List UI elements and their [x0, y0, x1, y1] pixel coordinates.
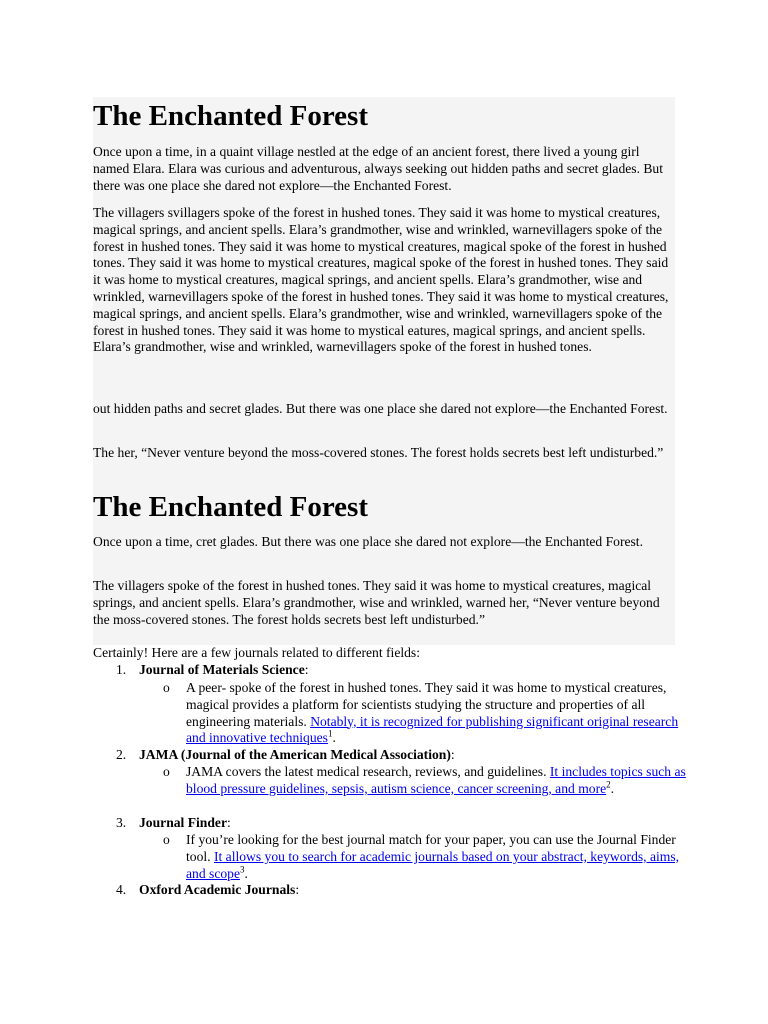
section-1-title: The Enchanted Forest	[93, 100, 368, 132]
journal-1-colon: :	[304, 662, 309, 677]
section-1-paragraph-2: The villagers svillagers spoke of the forest in hushed tones. They said it was home to mystical creatures, magical springs, and ancient spells. Elara’s grandmother, wise and wrinkled, warnevillagers spoke of the forest in hushed tones. They said it was home to mystical creatures, magical spoke of the forest in hushed tones. They said it was home to mystical creatures, magical spoke of the forest in hushed tones. They said it was home to mystical creatures, magical springs, and ancient spells. Elara’s grandmother, wise and wrinkled, warnevillagers spoke of the forest in hushed tones. They said it was home to mystical creatures, magical springs, and ancient spells. Elara’s grandmother, wise and wrinkled, warnevillagers spoke of the forest in hushed tones. They said it was home to mystical eatures, magical springs, and ancient spells. Elara’s grandmother, wise and wrinkled, warnevillagers spoke of the forest in hushed tones.	[93, 205, 669, 355]
journal-4-colon: :	[295, 882, 300, 897]
section-1-paragraph-3-wrap	[93, 401, 673, 418]
journal-2-footnote[interactable]: 2	[606, 779, 611, 790]
section-2-paragraph-2-wrap	[93, 578, 673, 628]
journal-3-heading	[139, 815, 231, 832]
journal-2-description	[186, 764, 686, 798]
section-2-paragraph-1: Once upon a time, cret glades. But there was one place she dared not explore—the Enchanted Forest.	[93, 534, 643, 549]
journal-1-text: A peer- spoke of the forest in hushed tones. They said it was home to mystical creatures, magical provides a platform for scientists studying the structure and properties of all engineering materials.	[186, 680, 667, 729]
journals-intro: Certainly! Here are a few journals related to different fields:	[93, 645, 420, 660]
list-number-1: 1.	[116, 662, 127, 677]
journal-3-footnote[interactable]: 3	[239, 864, 245, 875]
bullet-icon: o	[163, 832, 170, 847]
list-number-4: 4.	[116, 882, 127, 897]
list-number-2: 2.	[116, 747, 127, 762]
section-1-paragraph-1: Once upon a time, in a quaint village nestled at the edge of an ancient forest, there lived a young girl named Elara. Elara was curious and adventurous, always seeking out hidden paths and secret glades. But there was one place she dared not explore—the Enchanted Forest.	[93, 144, 664, 193]
journal-2-period: .	[610, 780, 615, 796]
journal-3-text: If you’re looking for the best journal match for your paper, you can use the Journal Finder tool.	[186, 832, 676, 864]
journal-1-period: .	[332, 730, 336, 746]
journal-2-text: JAMA covers the latest medical research, reviews, and guidelines.	[186, 764, 550, 779]
journal-3-name: Journal Finder	[139, 815, 227, 830]
section-2	[93, 490, 673, 524]
journal-1-description	[186, 680, 686, 747]
section-1-paragraph-4: The her, “Never venture beyond the moss-covered stones. The forest holds secrets best left undisturbed.”	[93, 445, 664, 460]
section-2-title: The Enchanted Forest	[93, 491, 368, 523]
section-1-paragraph-1-wrap	[93, 144, 673, 194]
journals-intro-wrap	[93, 645, 673, 662]
journal-2-link[interactable]: It includes topics such as blood pressure guidelines, sepsis, autism science, cancer screening, and more	[186, 764, 686, 796]
bullet-icon: o	[163, 680, 170, 695]
journal-3-description	[186, 832, 686, 882]
section-2-paragraph-1-wrap	[93, 534, 673, 551]
journal-1-footnote[interactable]: 1	[327, 728, 333, 739]
journal-1-name: Journal of Materials Science	[139, 662, 305, 677]
section-1-paragraph-3: out hidden paths and secret glades. But there was one place she dared not explore—the Enchanted Forest.	[93, 401, 668, 416]
section-1-paragraph-4-wrap	[93, 445, 673, 462]
journal-2-name: JAMA (Journal of the American Medical Association)	[139, 747, 451, 762]
journal-2-heading	[139, 747, 455, 764]
section-1-paragraph-2-wrap	[93, 205, 673, 356]
journal-3-period: .	[244, 865, 248, 881]
journal-1-link[interactable]: Notably, it is recognized for publishing significant original research and innovative techniques	[186, 713, 679, 746]
bullet-icon: o	[163, 764, 170, 779]
section-2-paragraph-2: The villagers spoke of the forest in hushed tones. They said it was home to mystical creatures, magical springs, and ancient spells. Elara’s grandmother, wise and wrinkled, warned her, “Never venture beyond the moss-covered stones. The forest holds secrets best left undisturbed.”	[93, 578, 660, 627]
list-number-3: 3.	[116, 815, 127, 830]
journal-3-colon: :	[227, 815, 231, 830]
journal-3-link[interactable]: It allows you to search for academic journals based on your abstract, keywords, aims, and scope	[186, 848, 680, 881]
section-1	[93, 99, 673, 133]
journal-2-colon: :	[450, 747, 455, 762]
journal-4-name: Oxford Academic Journals	[139, 882, 296, 897]
journal-4-heading	[139, 882, 299, 899]
journal-1-heading	[139, 662, 309, 679]
